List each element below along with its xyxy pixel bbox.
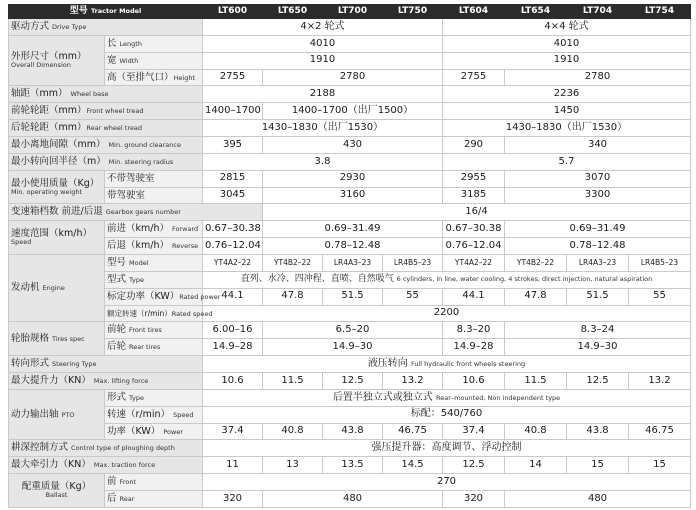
weight-label-cn: 最小使用质量（Kg） — [11, 177, 100, 189]
height-row — [9, 69, 691, 86]
pto-label-cn: 动力输出轴 — [11, 408, 59, 420]
engine-model-label-cn: 型号 — [107, 256, 127, 268]
pto-form-label-cn: 形式 — [107, 391, 127, 403]
engine-power-label — [105, 288, 221, 305]
weight-nocab-lt654-754: 3070 — [505, 170, 691, 187]
radius-row — [9, 153, 691, 170]
speed-rev-row — [9, 238, 691, 255]
dimension-label-en: Overall Dimension — [11, 61, 71, 70]
front-tread-4wd: 1450 — [443, 103, 691, 120]
weight-nocab-lt600: 2815 — [203, 170, 263, 187]
pto-form-label-en: Type — [129, 393, 144, 402]
engine-power-lt704: 51.5 — [567, 288, 629, 305]
weight-cab-lt654-754: 3300 — [505, 187, 691, 204]
weight-cab-row — [9, 187, 691, 204]
ballast-rear-row — [9, 491, 691, 508]
length-label-en: Length — [119, 39, 142, 48]
header-label-cn: 型号 — [69, 5, 88, 16]
speed-label-en: Speed — [11, 238, 32, 247]
radius-2wd: 3.8 — [203, 153, 443, 170]
ballast-front-label — [105, 474, 203, 491]
gears-label — [9, 204, 263, 221]
front-tread-label — [9, 103, 203, 120]
wheelbase-2wd: 2188 — [203, 86, 443, 103]
pto-power-lt704: 43.8 — [567, 423, 629, 440]
rear-tread-label-cn: 后轮轮距（mm） — [11, 122, 87, 134]
speed-rev-lt650-750: 0.78–12.48 — [263, 238, 443, 255]
traction-label — [9, 457, 203, 474]
length-2wd: 4010 — [203, 35, 443, 52]
model-lt700: LT700 — [323, 5, 383, 19]
lift-lt650: 11.5 — [263, 373, 323, 390]
rear-tread-2wd: 1430–1830（出厂1530） — [203, 120, 443, 137]
height-lt650-750: 2780 — [263, 69, 443, 86]
pto-speed-row — [9, 406, 691, 423]
pto-power-lt604: 37.4 — [443, 423, 505, 440]
height-lt604: 2755 — [443, 69, 505, 86]
engine-power-lt654: 47.8 — [505, 288, 567, 305]
ballast-label-en: Ballast — [45, 491, 68, 500]
pto-power-lt650: 40.8 — [263, 423, 323, 440]
speed-label — [9, 221, 105, 255]
height-label-cn: 高（至排气口） — [107, 71, 174, 83]
engine-model-lt700: LR4A3–23 — [323, 255, 383, 272]
engine-label — [9, 255, 105, 322]
depth-row — [9, 440, 691, 457]
engine-rpm-label-en: Rated speed — [171, 309, 213, 318]
ballast-label-cn: 配重质量（Kg） — [21, 481, 92, 493]
ballast-rear-lt650-750: 480 — [263, 491, 443, 508]
engine-type-row — [9, 271, 691, 288]
tires-front-lt600: 6.00–16 — [203, 322, 263, 339]
tires-rear-label-cn: 后轮 — [107, 341, 127, 353]
drive-label — [9, 19, 203, 36]
speed-rev-lt604: 0.76–12.04 — [443, 238, 505, 255]
pto-form-label — [105, 389, 203, 406]
width-label — [105, 52, 203, 69]
ballast-front-row — [9, 474, 691, 491]
pto-power-lt754: 46.75 — [629, 423, 691, 440]
radius-label — [9, 153, 203, 170]
engine-model-lt600: YT4A2–22 — [203, 255, 263, 272]
engine-power-lt604: 44.1 — [443, 288, 505, 305]
engine-power-lt700: 51.5 — [323, 288, 383, 305]
traction-label-en: Max. traction force — [93, 461, 156, 470]
tires-rear-lt654-754: 14.9–30 — [505, 339, 691, 356]
engine-rpm-value: 2200 — [203, 305, 691, 322]
model-lt704: LT704 — [567, 5, 629, 19]
steering-value — [203, 356, 691, 373]
model-lt754: LT754 — [629, 5, 691, 19]
depth-label — [9, 440, 203, 457]
tires-rear-row — [9, 339, 691, 356]
weight-label-en: Min. operating weight — [11, 187, 83, 196]
width-4wd: 1910 — [443, 52, 691, 69]
engine-model-lt654: YT4B2–22 — [505, 255, 567, 272]
lift-row — [9, 373, 691, 390]
ballast-front-value: 270 — [203, 474, 691, 491]
radius-label-cn: 最小转向回半径（m） — [11, 155, 106, 167]
model-lt604: LT604 — [443, 5, 505, 19]
ballast-label — [9, 474, 105, 508]
engine-type-value — [203, 271, 691, 288]
pto-label-en: PTO — [61, 410, 75, 419]
clearance-lt604: 290 — [443, 137, 505, 154]
tires-front-lt650-750: 6.5–20 — [263, 322, 443, 339]
weight-cab-lt650-750: 3160 — [263, 187, 443, 204]
tires-rear-lt650-750: 14.9–30 — [263, 339, 443, 356]
engine-type-label — [105, 271, 203, 288]
ballast-rear-lt654-754: 480 — [505, 491, 691, 508]
tires-front-lt604: 8.3–20 — [443, 322, 505, 339]
pto-power-row — [9, 423, 691, 440]
engine-power-label-en: Rated power — [179, 292, 221, 301]
tires-front-label-cn: 前轮 — [107, 324, 127, 336]
wheelbase-4wd: 2236 — [443, 86, 691, 103]
lift-lt700: 12.5 — [323, 373, 383, 390]
clearance-lt600: 395 — [203, 137, 263, 154]
tires-front-label-en: Front tires — [129, 326, 162, 335]
front-tread-label-en: Front wheel tread — [86, 107, 144, 116]
header-label-en: Tractor Model — [90, 6, 142, 15]
engine-model-lt604: YT4A2–22 — [443, 255, 505, 272]
weight-nocab-label: 不带驾驶室 — [105, 170, 203, 187]
speed-fwd-lt654-754: 0.69–31.49 — [505, 221, 691, 238]
wheelbase-row — [9, 86, 691, 103]
speed-rev-label-cn: 后退（km/h） — [107, 240, 169, 252]
dimension-label — [9, 35, 105, 86]
speed-rev-lt654-754: 0.78–12.48 — [505, 238, 691, 255]
wheelbase-label — [9, 86, 203, 103]
ballast-rear-label-en: Rear — [119, 495, 135, 504]
pto-speed-label-en: Speed — [173, 410, 194, 419]
rear-tread-label — [9, 120, 203, 137]
engine-power-lt650: 47.8 — [263, 288, 323, 305]
pto-power-lt654: 40.8 — [505, 423, 567, 440]
pto-power-lt700: 43.8 — [323, 423, 383, 440]
drive-2wd: 4×2 轮式 — [203, 19, 443, 36]
lift-lt604: 10.6 — [443, 373, 505, 390]
ballast-rear-label-cn: 后 — [107, 493, 117, 505]
pto-power-label-en: Power — [163, 427, 183, 436]
lift-lt754: 13.2 — [629, 373, 691, 390]
tires-rear-lt604: 14.9–28 — [443, 339, 505, 356]
engine-power-row — [9, 288, 691, 305]
gears-row — [9, 204, 691, 221]
clearance-lt654-754: 340 — [505, 137, 691, 154]
weight-cab-lt600: 3045 — [203, 187, 263, 204]
engine-label-cn: 发动机 — [11, 282, 40, 294]
engine-model-lt650: YT4B2–22 — [263, 255, 323, 272]
pto-form-value-en: Rear–mounted, Non independent type — [436, 393, 561, 402]
steering-label — [9, 356, 203, 373]
speed-rev-lt600: 0.76–12.04 — [203, 238, 263, 255]
ballast-rear-lt600: 320 — [203, 491, 263, 508]
traction-lt754: 15 — [629, 457, 691, 474]
weight-label — [9, 170, 105, 204]
pto-power-lt750: 46.75 — [383, 423, 443, 440]
engine-model-label — [105, 255, 203, 272]
drive-4wd: 4×4 轮式 — [443, 19, 691, 36]
engine-model-lt704: LR4A3–23 — [567, 255, 629, 272]
pto-form-row — [9, 389, 691, 406]
clearance-row — [9, 137, 691, 154]
engine-power-label-cn: 标定功率（KW） — [107, 290, 180, 302]
engine-rpm-label-cn: 额定转速（r/min） — [107, 308, 172, 318]
traction-lt600: 11 — [203, 457, 263, 474]
engine-power-lt600: 44.1 — [203, 288, 263, 305]
drive-label-cn: 驱动方式 — [11, 20, 50, 32]
tires-label-cn: 轮胎规格 — [11, 332, 50, 344]
clearance-label-cn: 最小离地间隙（mm） — [11, 138, 106, 150]
depth-label-en: Control type of ploughing depth — [71, 444, 175, 453]
lift-lt750: 13.2 — [383, 373, 443, 390]
wheelbase-label-en: Wheel base — [70, 90, 109, 99]
front-tread-label-cn: 前轮轮距（mm） — [11, 105, 87, 117]
speed-fwd-lt650-750: 0.69–31.49 — [263, 221, 443, 238]
speed-fwd-label-en: Forward — [172, 225, 199, 234]
weight-cab-lt604: 3185 — [443, 187, 505, 204]
traction-lt700: 13.5 — [323, 457, 383, 474]
drive-label-en: Drive Type — [52, 22, 87, 31]
steering-label-en: Steering Type — [52, 360, 97, 369]
tires-label — [9, 322, 105, 356]
rear-tread-row — [9, 120, 691, 137]
radius-label-en: Min. steering radius — [108, 157, 174, 166]
clearance-label — [9, 137, 203, 154]
speed-rev-label-en: Reverse — [172, 242, 199, 251]
tires-rear-lt600: 14.9–28 — [203, 339, 263, 356]
traction-label-cn: 最大牵引力（KN） — [11, 459, 91, 471]
ballast-front-label-en: Front — [119, 478, 136, 487]
steering-row — [9, 356, 691, 373]
header-model-label — [9, 5, 203, 19]
engine-model-lt750: LR4B5–23 — [383, 255, 443, 272]
lift-label — [9, 373, 203, 390]
engine-power-lt754: 55 — [629, 288, 691, 305]
wheelbase-label-cn: 轴距（mm） — [11, 88, 68, 100]
length-row — [9, 35, 691, 52]
weight-nocab-lt650-750: 2930 — [263, 170, 443, 187]
depth-label-cn: 耕深控制方式 — [11, 442, 69, 454]
tires-label-en: Tires spec — [52, 334, 85, 343]
width-label-cn: 宽 — [107, 54, 117, 66]
engine-model-lt754: LR4B5–23 — [629, 255, 691, 272]
gears-value: 16/4 — [263, 204, 691, 221]
engine-label-en: Engine — [42, 284, 65, 293]
speed-fwd-lt600: 0.67–30.38 — [203, 221, 263, 238]
engine-rpm-label — [105, 305, 213, 322]
steering-value-cn: 液压转向 — [367, 357, 408, 369]
speed-fwd-label — [105, 221, 203, 238]
height-lt654-754: 2780 — [505, 69, 691, 86]
model-lt650: LT650 — [263, 5, 323, 19]
engine-type-value-en: 6 cylinders, in line, water cooling, 4 strokes, direct injection, natural aspiration — [396, 275, 653, 284]
pto-label — [9, 389, 105, 440]
model-lt654: LT654 — [505, 5, 567, 19]
width-row — [9, 52, 691, 69]
model-lt750: LT750 — [383, 5, 443, 19]
pto-power-label-cn: 功率（KW） — [107, 425, 161, 437]
weight-nocab-lt604: 2955 — [443, 170, 505, 187]
speed-label-cn: 速度范围（km/h） — [11, 228, 92, 240]
engine-model-label-en: Model — [129, 258, 149, 267]
pto-form-value-cn: 后置半独立式或独立式 — [332, 391, 433, 403]
tractor-spec-table — [8, 4, 691, 508]
ballast-front-label-cn: 前 — [107, 476, 117, 488]
pto-speed-label — [105, 406, 203, 423]
lift-lt600: 10.6 — [203, 373, 263, 390]
engine-power-lt750: 55 — [383, 288, 443, 305]
traction-lt604: 12.5 — [443, 457, 505, 474]
height-lt600: 2755 — [203, 69, 263, 86]
pto-speed-label-cn: 转速（r/min） — [107, 408, 171, 420]
pto-form-value — [203, 389, 691, 406]
rear-tread-label-en: Rear wheel tread — [86, 124, 142, 133]
lift-lt654: 11.5 — [505, 373, 567, 390]
clearance-lt650-750: 430 — [263, 137, 443, 154]
rear-tread-4wd: 1430–1830（出厂1530） — [443, 120, 691, 137]
traction-lt650: 13 — [263, 457, 323, 474]
engine-rpm-row — [9, 305, 691, 322]
tires-front-lt654-754: 8.3–24 — [505, 322, 691, 339]
speed-fwd-lt604: 0.67–30.38 — [443, 221, 505, 238]
dimension-label-cn: 外形尺寸（mm） — [11, 51, 87, 63]
length-4wd: 4010 — [443, 35, 691, 52]
depth-value: 强压提升器：高度调节、浮动控制 — [203, 440, 691, 457]
speed-fwd-row — [9, 221, 691, 238]
traction-lt750: 14.5 — [383, 457, 443, 474]
steering-value-en: Full hydraulic front wheels steering — [411, 359, 526, 368]
engine-type-label-cn: 型式 — [107, 273, 127, 285]
length-label — [105, 35, 203, 52]
header-row — [9, 5, 691, 19]
radius-4wd: 5.7 — [443, 153, 691, 170]
ballast-rear-lt604: 320 — [443, 491, 505, 508]
weight-nocab-row — [9, 170, 691, 187]
tires-front-row — [9, 322, 691, 339]
front-tread-row — [9, 103, 691, 120]
ballast-rear-label — [105, 491, 203, 508]
height-label — [105, 69, 203, 86]
engine-type-value-cn: 直列、水冷、四冲程、直喷、自然吸气 — [240, 274, 394, 285]
lift-label-en: Max. lifting force — [93, 376, 149, 385]
engine-type-label-en: Type — [129, 275, 144, 284]
traction-lt704: 15 — [567, 457, 629, 474]
tires-rear-label — [105, 339, 203, 356]
width-label-en: Width — [119, 56, 139, 65]
speed-fwd-label-cn: 前进（km/h） — [107, 223, 169, 235]
height-label-en: Height — [173, 73, 196, 82]
gears-label-cn: 变速箱档数 前进/后退 — [11, 206, 103, 218]
clearance-label-en: Min. ground clearance — [108, 140, 181, 149]
traction-lt654: 14 — [505, 457, 567, 474]
front-tread-lt650-750: 1400–1700（出厂1500） — [263, 103, 443, 120]
length-label-cn: 长 — [107, 37, 117, 49]
width-2wd: 1910 — [203, 52, 443, 69]
drive-row — [9, 19, 691, 36]
weight-cab-label: 带驾驶室 — [105, 187, 203, 204]
steering-label-cn: 转向形式 — [11, 358, 50, 370]
model-lt600: LT600 — [203, 5, 263, 19]
lift-label-cn: 最大提升力（KN） — [11, 374, 91, 386]
pto-power-lt600: 37.4 — [203, 423, 263, 440]
pto-power-label — [105, 423, 203, 440]
engine-model-row — [9, 255, 691, 272]
lift-lt704: 12.5 — [567, 373, 629, 390]
gears-label-en: Gearbox gears number — [105, 208, 181, 217]
traction-row — [9, 457, 691, 474]
pto-speed-value: 标配：540/760 — [203, 406, 691, 423]
front-tread-lt600: 1400–1700 — [203, 103, 263, 120]
speed-rev-label — [105, 238, 203, 255]
tires-rear-label-en: Rear tires — [129, 343, 161, 352]
tires-front-label — [105, 322, 203, 339]
